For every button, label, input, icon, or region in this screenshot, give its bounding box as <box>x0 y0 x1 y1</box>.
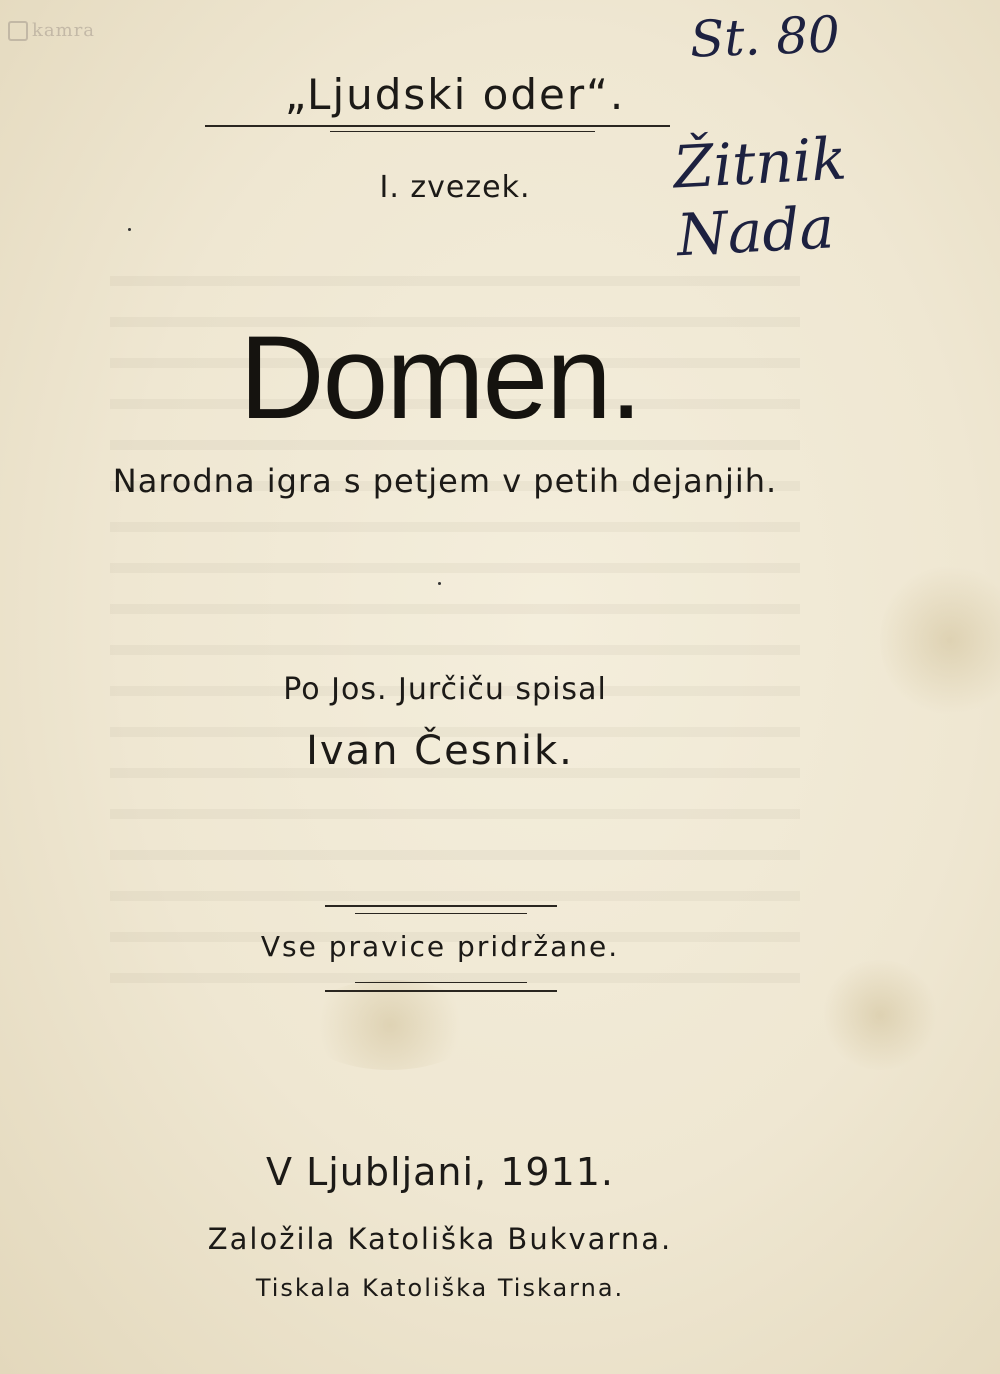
ink-speck <box>128 228 131 231</box>
ink-speck <box>438 582 441 585</box>
paper-stain <box>300 980 480 1070</box>
play-title: Domen. <box>239 312 641 444</box>
watermark <box>8 20 95 41</box>
series-title: „Ljudski oder“. <box>284 70 626 119</box>
author-name: Ivan Česnik. <box>306 728 574 774</box>
watermark-text: kamra <box>32 20 96 41</box>
rights-rule-bottom <box>325 990 557 992</box>
adaptation-credit: Po Jos. Jurčiču spisal <box>283 672 607 707</box>
rights-rule-top-thin <box>355 913 527 914</box>
publisher: Založila Katoliška Bukvarna. <box>207 1222 673 1256</box>
series-rule <box>205 125 670 127</box>
paper-stain <box>820 960 940 1070</box>
rights-notice: Vse pravice pridržane. <box>260 930 620 963</box>
rights-rule-top <box>325 905 557 907</box>
handwritten-shelf-number: St. 80 <box>689 5 841 69</box>
watermark-logo-icon <box>8 21 28 41</box>
volume-number: I. zvezek. <box>379 170 531 205</box>
place-and-year: V Ljubljani, 1911. <box>266 1150 614 1194</box>
handwritten-owner-name: Žitnik Nada <box>671 124 849 270</box>
paper-stain <box>880 560 1000 720</box>
play-subtitle: Narodna igra s petjem v petih dejanjih. <box>112 462 778 500</box>
rights-rule-bottom-thin <box>355 982 527 983</box>
series-rule-short <box>330 131 595 132</box>
printer: Tiskala Katoliška Tiskarna. <box>255 1274 625 1302</box>
